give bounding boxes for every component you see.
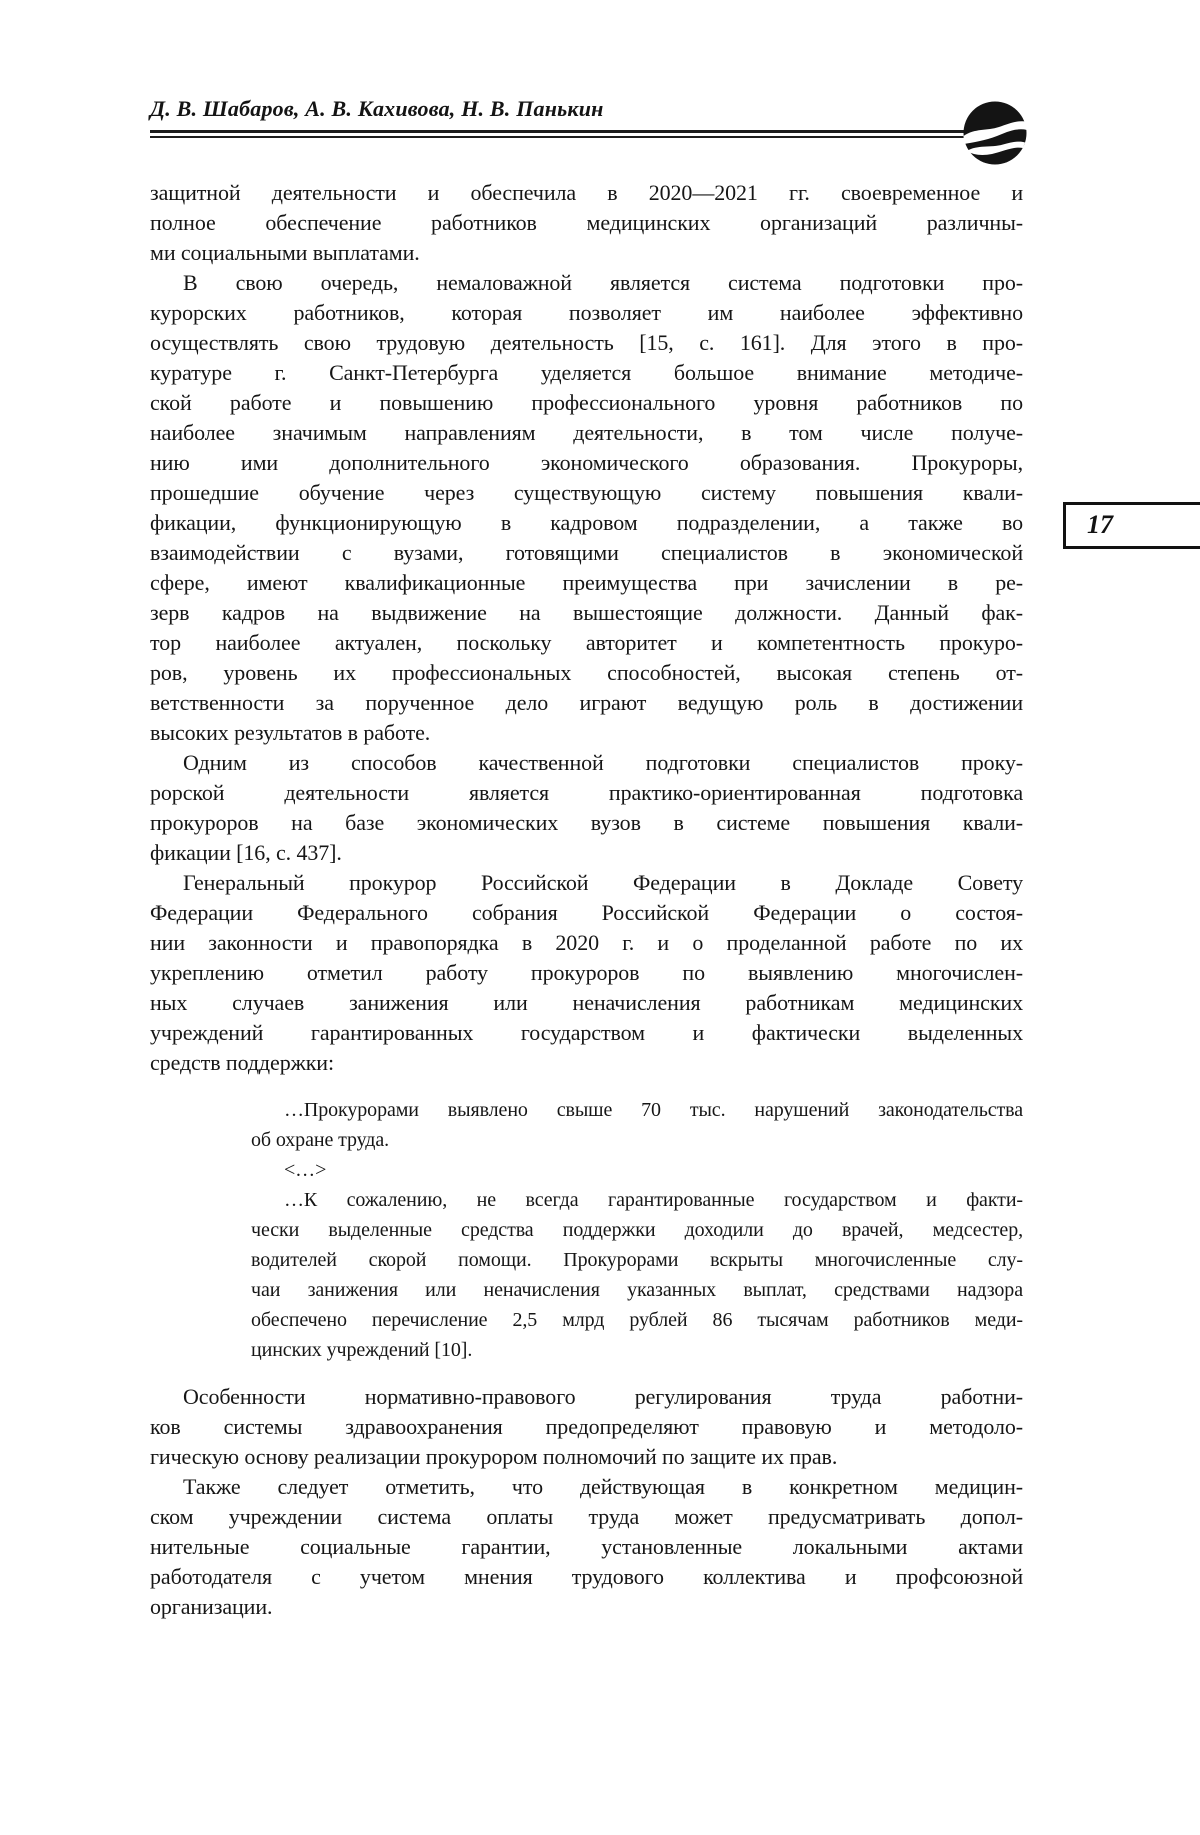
text-line: нительные социальные гарантии, установленные локальными актами — [150, 1534, 1023, 1559]
page-number-box — [1063, 502, 1200, 549]
text-line: ми социальными выплатами. — [150, 240, 420, 265]
text-line: укреплению отметил работу прокуроров по выявлению многочислен- — [150, 960, 1023, 985]
text-line: ных случаев занижения или неначисления работникам медицинских — [150, 990, 1023, 1015]
text-line: полное обеспечение работников медицинских организаций различны- — [150, 210, 1023, 235]
text-line: гическую основу реализации прокурором полномочий по защите их прав. — [150, 1444, 838, 1469]
quote-paragraph — [251, 1155, 1023, 1185]
text-line: куратуре г. Санкт-Петербурга уделяется большое внимание методиче- — [150, 360, 1023, 385]
text-line: обеспечено перечисление 2,5 млрд рублей 86 тысячам работников меди- — [251, 1309, 1023, 1331]
text-line: нию ими дополнительного экономического образования. Прокуроры, — [150, 450, 1023, 475]
text-line: …К сожалению, не всегда гарантированные государством и факти- — [284, 1189, 1023, 1211]
publisher-logo-icon — [961, 99, 1029, 167]
running-head-authors: Д. В. Шабаров, А. В. Кахивова, Н. В. Панькин — [150, 96, 604, 121]
text-column — [150, 178, 1023, 1622]
text-line: сфере, имеют квалификационные преимущества при зачислении в ре- — [150, 570, 1023, 595]
text-line: чески выделенные средства поддержки доходили до врачей, медсестер, — [251, 1219, 1023, 1241]
paragraph — [150, 268, 1023, 748]
paragraph — [150, 1382, 1023, 1472]
paragraph — [150, 868, 1023, 1078]
text-line: нии законности и правопорядка в 2020 г. и о проделанной работе по их — [150, 930, 1023, 955]
text-line: работодателя с учетом мнения трудового коллектива и профсоюзной — [150, 1564, 1023, 1589]
page-number: 17 — [1087, 509, 1113, 539]
text-line: прошедшие обучение через существующую систему повышения квали- — [150, 480, 1023, 505]
header-double-rule — [150, 130, 968, 138]
text-line: об охране труда. — [251, 1129, 390, 1151]
text-line: взаимодействии с вузами, готовящими специалистов в экономической — [150, 540, 1023, 565]
text-line: осуществлять свою трудовую деятельность [15, с. 161]. Для этого в про- — [150, 330, 1023, 355]
text-line: зерв кадров на выдвижение на вышестоящие должности. Данный фак- — [150, 600, 1023, 625]
text-line: Одним из способов качественной подготовки специалистов проку- — [183, 750, 1023, 775]
text-line: прокуроров на базе экономических вузов в системе повышения квали- — [150, 810, 1023, 835]
text-line: Генеральный прокурор Российской Федерации в Докладе Совету — [183, 870, 1023, 895]
text-line: ском учреждении система оплаты труда может предусматривать допол- — [150, 1504, 1023, 1529]
text-line: фикации, функционирующую в кадровом подразделении, а также во — [150, 510, 1023, 535]
text-line: высоких результатов в работе. — [150, 720, 431, 745]
text-line: В свою очередь, немаловажной является система подготовки про- — [183, 270, 1023, 295]
text-line: курорских работников, которая позволяет им наиболее эффективно — [150, 300, 1023, 325]
text-line: наиболее значимым направлениям деятельности, в том числе получе- — [150, 420, 1023, 445]
text-line: Особенности нормативно-правового регулирования труда работни- — [183, 1384, 1023, 1409]
quote-paragraph — [251, 1185, 1023, 1365]
text-line: фикации [16, с. 437]. — [150, 840, 342, 865]
text-line: ветственности за порученное дело играют ведущую роль в достижении — [150, 690, 1023, 715]
text-line: ров, уровень их профессиональных способностей, высокая степень от- — [150, 660, 1023, 685]
paragraph — [150, 1472, 1023, 1622]
text-line: водителей скорой помощи. Прокурорами вскрыты многочисленные слу- — [251, 1249, 1023, 1271]
text-line: учреждений гарантированных государством и фактически выделенных — [150, 1020, 1023, 1045]
text-line: организации. — [150, 1594, 273, 1619]
text-line: тор наиболее актуален, поскольку авторитет и компетентность прокуро- — [150, 630, 1023, 655]
text-line: ской работе и повышению профессионального уровня работников по — [150, 390, 1023, 415]
paragraph — [150, 748, 1023, 868]
text-line: защитной деятельности и обеспечила в 2020—2021 гг. своевременное и — [150, 180, 1023, 205]
text-line: цинских учреждений [10]. — [251, 1339, 473, 1361]
text-line: Федерации Федерального собрания Российской Федерации о состоя- — [150, 900, 1023, 925]
text-line: …Прокурорами выявлено свыше 70 тыс. нарушений законодательства — [284, 1099, 1023, 1121]
quote-paragraph — [251, 1095, 1023, 1155]
text-line: рорской деятельности является практико-ориентированная подготовка — [150, 780, 1023, 805]
text-line: ков системы здравоохранения предопределяют правовую и методоло- — [150, 1414, 1023, 1439]
paragraph — [150, 178, 1023, 268]
text-line: чаи занижения или неначисления указанных выплат, средствами надзора — [251, 1279, 1023, 1301]
text-line: средств поддержки: — [150, 1050, 334, 1075]
text-line: <…> — [284, 1159, 327, 1181]
text-line: Также следует отметить, что действующая в конкретном медицин- — [183, 1474, 1023, 1499]
